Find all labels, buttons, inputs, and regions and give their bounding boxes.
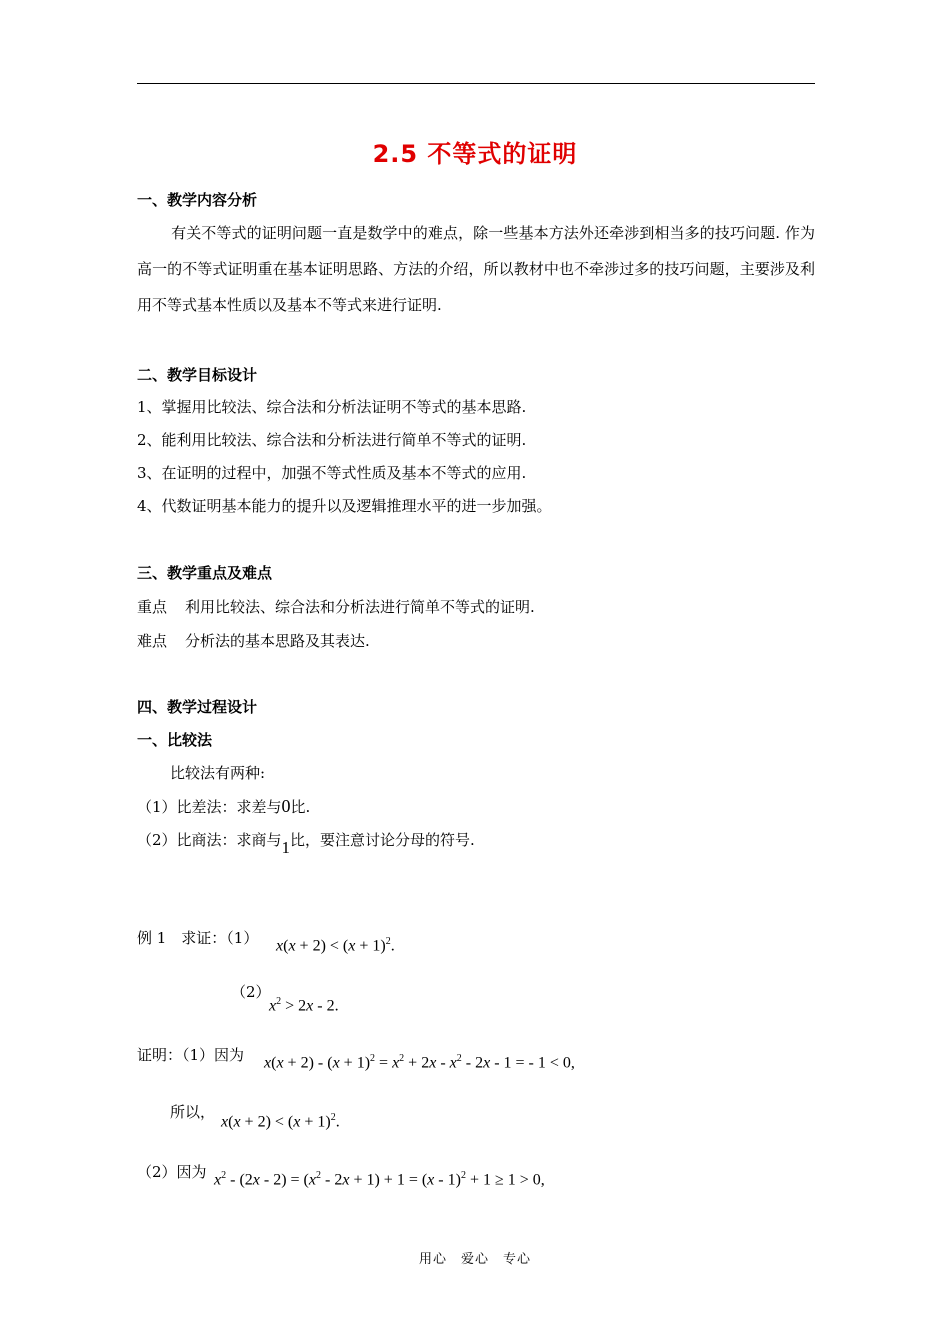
difficulty-label: 难点 [137, 632, 168, 650]
difference-method-line [137, 796, 310, 817]
section-4-heading: 四、教学过程设计 [137, 698, 258, 716]
section-1-heading: 一、教学内容分析 [137, 191, 258, 209]
comparison-intro: 比较法有两种: [170, 764, 266, 782]
objective-item-2: 2、能利用比较法、综合法和分析法进行简单不等式的证明. [137, 431, 527, 449]
key-point-line [137, 597, 535, 617]
objective-item-4: 4、代数证明基本能力的提升以及逻辑推理水平的进一步加强。 [137, 497, 552, 515]
quotient-method-suffix: 比，要注意讨论分母的符号. [290, 831, 475, 849]
example-1-formula-1: $x(x + 2) < (x + 1)^2$. [276, 936, 395, 955]
quotient-method-line [137, 830, 475, 857]
section-3-heading: 三、教学重点及难点 [137, 564, 273, 582]
difference-method-prefix: （1）比差法：求差与 [137, 798, 282, 816]
example-1-label: 例 1 求证：（1） [137, 929, 259, 947]
proof-1-conclusion: $x(x + 2) < (x + 1)^2$. [221, 1112, 340, 1131]
difference-method-suffix: 比. [290, 798, 311, 816]
difficulty-line [137, 631, 370, 651]
proof-1-so-label: 所以， [170, 1103, 216, 1121]
header-rule [137, 83, 815, 84]
objective-item-3: 3、在证明的过程中，加强不等式性质及基本不等式的应用. [137, 464, 527, 482]
page-title: 2.5 不等式的证明 [372, 140, 578, 168]
key-point-text: 利用比较法、综合法和分析法进行简单不等式的证明. [185, 598, 535, 616]
section-1-paragraph [137, 215, 815, 323]
proof-1-label: 证明：（1）因为 [137, 1046, 245, 1064]
proof-2-formula: $x^2 - (2x - 2) = (x^2 - 2x + 1) + 1 = (x - 1)^2 + 1 \ge 1 > 0$, [214, 1170, 545, 1189]
page-footer: 用心 爱心 专心 [418, 1252, 531, 1267]
example-1-part2-label: （2） [231, 983, 271, 1001]
objective-item-1: 1、掌握用比较法、综合法和分析法证明不等式的基本思路. [137, 398, 527, 416]
example-1-formula-2: $x^2 > 2x - 2$. [269, 996, 339, 1015]
quotient-method-number: 1 [281, 838, 291, 857]
proof-1-formula: $x(x + 2) - (x + 1)^2 = x^2 + 2x - x^2 - 2x - 1$ = - 1 < 0, [264, 1053, 575, 1072]
quotient-method-prefix: （2）比商法：求商与 [137, 831, 282, 849]
section-2-heading: 二、教学目标设计 [137, 366, 258, 384]
key-point-label: 重点 [137, 598, 168, 616]
section-1-paragraph-text: 有关不等式的证明问题一直是数学中的难点，除一些基本方法外还牵涉到相当多的技巧问题. 作为高一的不等式证明重在基本证明思路、方法的介绍，所以教材中也不牵涉过多的技巧问题，主要涉及利用不等式基本性质以及基本不等式来进行证明. [137, 224, 815, 314]
comparison-method-heading: 一、比较法 [137, 731, 213, 749]
difference-method-number: 0 [281, 796, 291, 816]
proof-2-label: （2）因为 [137, 1163, 207, 1181]
difficulty-text: 分析法的基本思路及其表达. [185, 632, 370, 650]
